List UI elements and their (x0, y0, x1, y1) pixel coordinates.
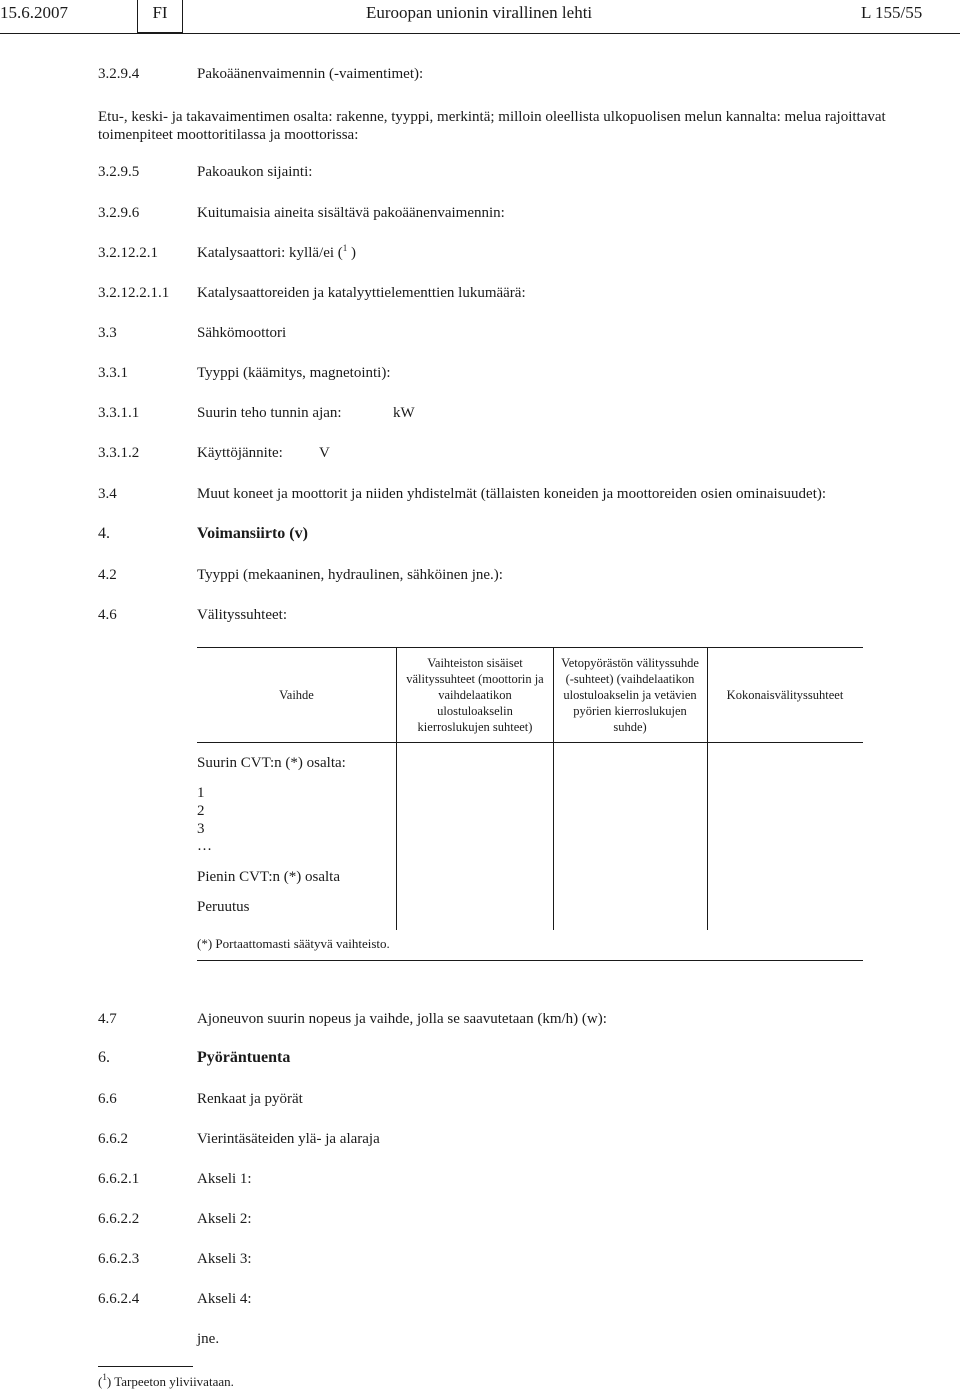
row-gear-1: 1 (197, 785, 205, 801)
paragraph-silencer: Etu-, keski- ja takavaimentimen osalta: rakenne, tyyppi, merkintä; milloin oleellista ulkopuolisen melun kannalta: melua rajoittavat toimenpiteet moottoritilassa ja moottorissa: (98, 109, 886, 143)
row-gear-2: 2 (197, 803, 205, 819)
header-total-ratios: Kokonaisvälityssuhteet (726, 688, 844, 702)
row-ellipsis: … (197, 838, 212, 854)
header-rule (0, 33, 960, 34)
row-max-cvt: Suurin CVT:n (*) osalta: (197, 755, 346, 771)
table-footnote: (*) Portaattomasti säätyvä vaihteisto. (197, 936, 390, 951)
header-internal-ratios: Vaihteiston sisäiset välityssuhteet (moottorin ja vaihdelaatikon ulostuloakselin kierroslukujen suhteet) (406, 656, 544, 734)
row-reverse: Peruutus (197, 899, 250, 915)
footnote-rule (98, 1366, 193, 1367)
header-gear: Vaihde (279, 688, 314, 702)
row-min-cvt: Pienin CVT:n (*) osalta (197, 869, 340, 885)
footnote: ($^1$) Tarpeeton yliviivataan. (98, 1372, 234, 1389)
unit-kw: kW (393, 405, 415, 421)
page-number: L 155/55 (861, 3, 923, 22)
language-badge: FI (137, 0, 183, 33)
header-drive-ratio: Vetopyörästön välityssuhde (-suhteet) (vaihdelaatikon ulostuloakselin ja vetävien pyörien kierroslukujen suhde) (561, 656, 699, 734)
journal-title: Euroopan unionin virallinen lehti (366, 3, 593, 22)
unit-v: V (319, 445, 330, 461)
row-gear-3: 3 (197, 821, 205, 837)
publication-date: 15.6.2007 (0, 3, 68, 22)
